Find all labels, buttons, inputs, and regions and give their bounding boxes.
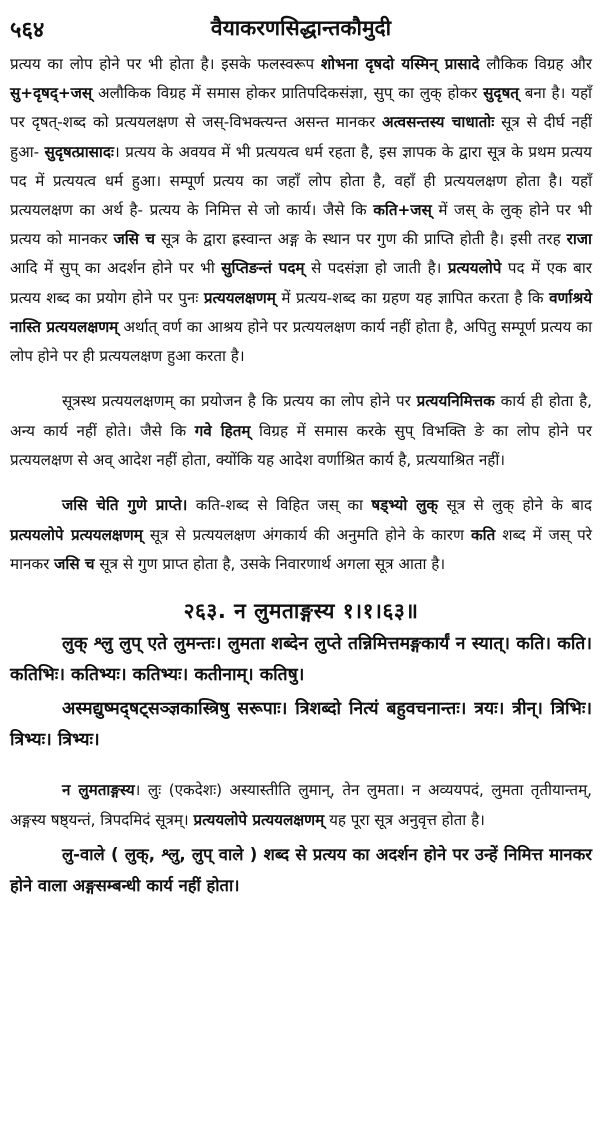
text-span: आदि में सुप् का अदर्शन होने पर भी	[10, 259, 222, 278]
sutra-reference: सुप्तिङन्तं पदम्	[221, 259, 305, 278]
lead-phrase: जसि चेति गुणे प्राप्ते।	[62, 496, 188, 515]
sutra-reference: अत्वसन्तस्य चाधातोः	[382, 113, 495, 132]
paragraph-commentary-2	[10, 387, 592, 475]
text-span: लौकिक विग्रह और	[479, 55, 593, 73]
sutra-reference: जसि च	[54, 555, 95, 574]
running-title: वैयाकरणसिद्धान्तकौमुदी	[210, 16, 392, 40]
text-span: अलौकिक विग्रह में समास होकर प्रातिपदिकसंज्ञा, सुप् का लुक् होकर	[92, 84, 484, 103]
text-span: में जस् के लुक् होने पर भी प्रत्यय को मानकर	[10, 201, 592, 249]
page-header	[10, 14, 592, 50]
vrtti-line-2: अस्मद्युष्मद्षट्सञ्ज्ञकास्त्रिषु सरूपाः। त्रिशब्दो नित्यं बहुवचनान्तः। त्रयः। त्रीन्। त्रिभिः। त्रिभ्यः। त्रिभ्यः।	[10, 698, 592, 751]
example-term: गवे हितम्	[194, 421, 251, 440]
paragraph-commentary-1	[10, 50, 592, 371]
text-span: सूत्र से गुण प्राप्त होता है, उसके निवारणार्थ अगला सूत्र आता है।	[94, 555, 446, 574]
example-term: प्रत्ययनिमित्तक	[416, 392, 495, 411]
text-span: सूत्र से दीर्घ नहीं हुआ-	[10, 113, 592, 161]
sutra-meaning: लु-वाले ( लुक्, श्लु, लुप् वाले ) शब्द से प्रत्यय का अदर्शन होने पर उन्हें निमित्त मानकर होने वाला अङ्गसम्बन्धी कार्य नहीं होता।	[10, 845, 592, 896]
example-term: सु+दृषद्+जस्	[10, 84, 93, 103]
example-term: प्रत्ययलक्षणम्	[203, 288, 276, 307]
page-number: ५६४	[10, 18, 45, 43]
example-term: कति	[470, 525, 496, 544]
text-span: सूत्र से लुक् होने के बाद	[438, 496, 592, 515]
text-span: बना है। यहाँ पर दृषत्-शब्द को प्रत्ययलक्षण से जस्-विभक्त्यन्त असन्त मानकर	[10, 84, 592, 132]
example-term: सुदृषत्प्रासादः	[44, 142, 114, 161]
text-span: पद में एक बार प्रत्यय शब्द का प्रयोग होने पर पुनः	[10, 259, 592, 307]
text-span: सूत्र से प्रत्ययलक्षण अंगकार्य की अनुमति होने के कारण	[142, 525, 471, 544]
text-span: । लुः (एकदेशः) अस्यास्तीति लुमान्, तेन लुमता। न अव्ययपदं, लुमता तृतीयान्तम्, अङ्गस्य षष्ठ्यन्तं, त्रिपदमिदं सूत्रम्।	[10, 780, 592, 830]
text-span: कति-शब्द से विहित जस् का	[187, 496, 372, 515]
example-term: राजा	[566, 230, 592, 249]
text-span: कार्य ही होता है, अन्य कार्य नहीं होते। जैसे कि	[10, 392, 592, 440]
paragraph-explanation	[10, 775, 592, 836]
maxim-term: वर्णाश्रये नास्ति प्रत्ययलक्षणम्	[10, 288, 593, 336]
sutra-reference: जसि च	[113, 230, 156, 249]
text-span: । प्रत्यय के अवयव में भी प्रत्ययत्व धर्म रहता है, इस ज्ञापक के द्वारा सूत्र के प्रथम प्रत्यय पद में प्रत्ययत्व धर्म हुआ। सम्पूर्ण प्रत्यय का जहाँ लोप होता है, वहाँ ही प्रत्ययलक्षण होता है। यहाँ प्रत्ययलक्षण का अर्थ है- प्रत्यय के निमित्त से जो कार्य। जैसे कि	[10, 142, 592, 220]
text-span: में प्रत्यय-शब्द का ग्रहण यह ज्ञापित करता है कि	[275, 288, 550, 307]
sutra-reference: प्रत्ययलोपे प्रत्ययलक्षणम्	[193, 811, 325, 830]
example-term: शोभना दृषदो यस्मिन् प्रासादे	[320, 55, 480, 73]
vrtti-line-1: लुक् श्लु लुप् एते लुमन्तः। लुमता शब्देन लुप्ते तन्निमित्तमङ्गकार्यं न स्यात्। कति। कति। कतिभिः। कतिभ्यः। कतिभ्यः। कतीनाम्। कतिषु।	[10, 633, 592, 686]
sutra-reference: न लुमताङ्गस्य	[62, 780, 135, 799]
text-span: यह पूरा सूत्र अनुवृत्त होता है।	[324, 811, 485, 830]
example-term: सुदृषत्	[483, 84, 519, 103]
paragraph-commentary-3	[10, 491, 592, 579]
text-span: विग्रह में समास करके सुप् विभक्ति ङे का लोप होने पर प्रत्ययलक्षण से अव् आदेश नहीं होता, क्योंकि यह आदेश वर्णाश्रित कार्य है, प्रत्ययाश्रित नहीं।	[10, 421, 592, 470]
text-span: का प्रयोजन है कि प्रत्यय का लोप होने पर	[173, 392, 417, 411]
sutra-reference: प्रत्ययलोपे प्रत्ययलक्षणम्	[10, 525, 143, 544]
text-span: प्रत्यय का लोप होने पर भी होता है। इसके फलस्वरूप	[10, 55, 321, 73]
text-span: से पदसंज्ञा हो जाती है।	[304, 259, 448, 278]
sutra-reference: षड्भ्यो लुक्	[371, 496, 439, 515]
text-span: सूत्र के द्वारा ह्रस्वान्त अङ्ग के स्थान पर गुण की प्राप्ति होती है। इसी तरह	[155, 230, 567, 249]
text-span: सूत्रस्थ प्रत्ययलक्षणम्	[62, 392, 174, 411]
text-span: अर्थात् वर्ण का आश्रय होने पर प्रत्ययलक्षण कार्य नहीं होता है, अपितु सम्पूर्ण प्रत्यय का लोप होने पर ही प्रत्ययलक्षण हुआ करता है।	[10, 317, 592, 366]
example-term: कति+जस्	[373, 201, 432, 220]
example-term: प्रत्ययलोपे	[447, 259, 502, 278]
text-span: शब्द में जस् परे मानकर	[10, 525, 592, 574]
sutra-heading: २६३. न लुमताङ्गस्य १।१।६३॥	[183, 598, 419, 623]
